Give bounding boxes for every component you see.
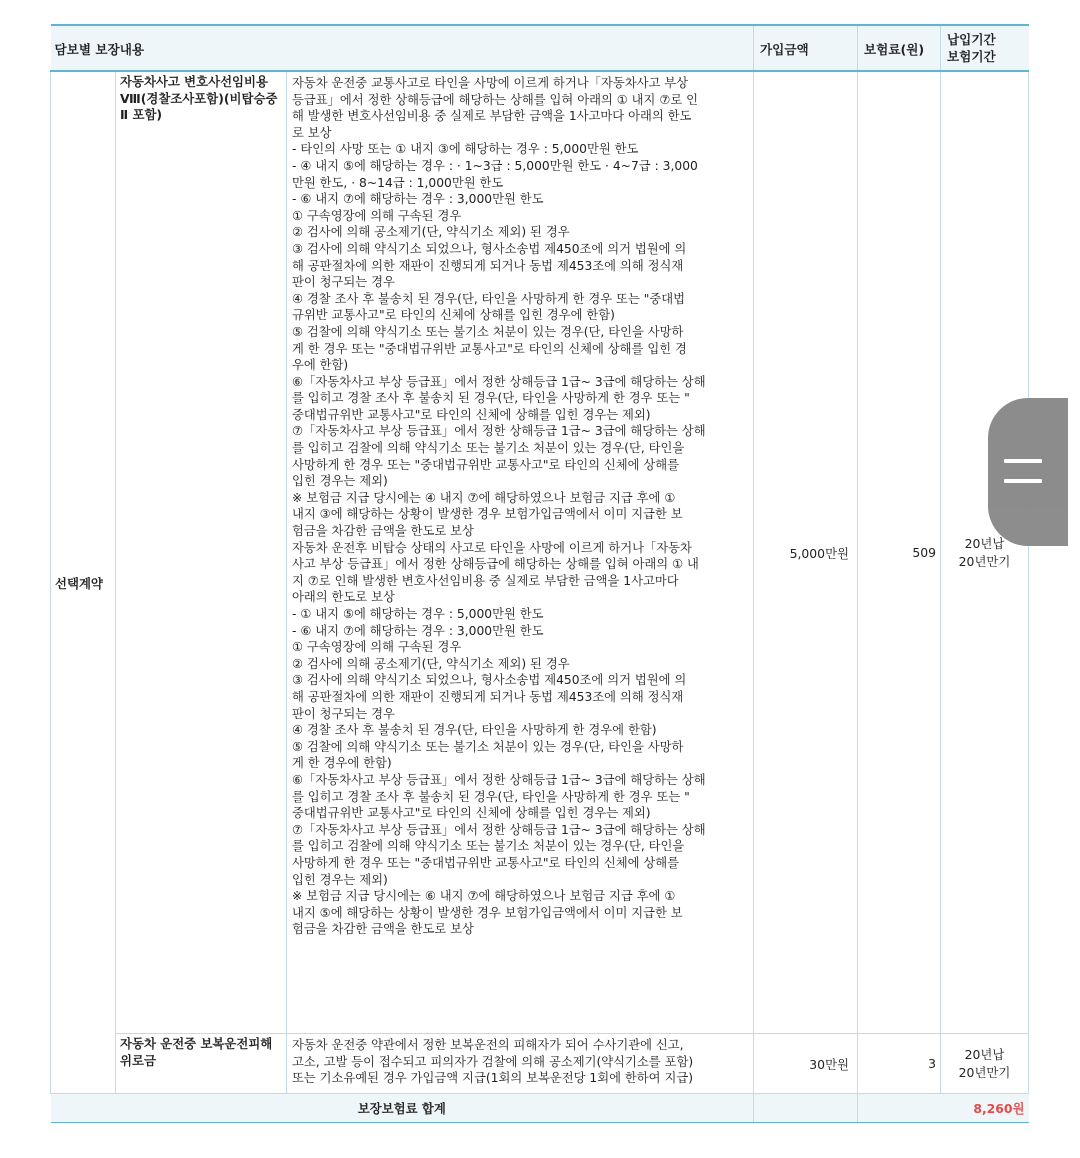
text-line: 자동차 운전중 보복운전 bbox=[120, 1036, 249, 1051]
coverage-premium: 3 bbox=[858, 1034, 941, 1094]
header-period-line1: 납입기간 bbox=[947, 32, 996, 47]
insurance-period: 20년만기 bbox=[958, 553, 1011, 569]
coverage-name bbox=[116, 1034, 287, 1094]
total-row bbox=[51, 1094, 1029, 1123]
coverage-description bbox=[287, 1034, 754, 1094]
table-row bbox=[51, 71, 1029, 1034]
text-line: 해 공판절차에 의한 재판이 진행되게 되거나 동법 제453조에 의해 정식재 bbox=[292, 258, 684, 273]
coverage-period bbox=[941, 71, 1029, 1034]
floating-menu-button[interactable] bbox=[988, 398, 1068, 546]
text-line: 판이 청구되는 경우 bbox=[292, 706, 395, 721]
table-row bbox=[51, 1034, 1029, 1094]
text-line: 등급표」에서 정한 상해등급에 해당하는 상해를 입혀 아래의 ① 내지 ⑦로 인 bbox=[292, 92, 699, 107]
pay-period: 20년납 bbox=[964, 1046, 1005, 1062]
coverage-premium: 509 bbox=[858, 71, 941, 1034]
text-line: 로 보상 bbox=[292, 125, 332, 140]
text-line: 게 한 경우에 한함) bbox=[292, 756, 392, 771]
header-amount: 가입금액 bbox=[754, 25, 858, 71]
menu-bar bbox=[1004, 459, 1042, 463]
text-line: 판이 청구되는 경우 bbox=[292, 275, 395, 290]
text-line: ③ 검사에 의해 약식기소 되었으나, 형사소송법 제450조에 의거 법원에 의 bbox=[292, 241, 687, 256]
text-line: 험금을 차감한 금액을 한도로 보상 bbox=[292, 524, 474, 539]
text-line: 또는 기소유예된 경우 가입금액 지급(1회의 보복운전당 1회에 한하여 지급) bbox=[292, 1071, 693, 1086]
text-line: 험금을 차감한 금액을 한도로 보상 bbox=[292, 922, 474, 937]
text-line: - ⑥ 내지 ⑦에 해당하는 경우 : 3,000만원 한도 bbox=[292, 192, 544, 207]
text-line: ① 구속영장에 의해 구속된 경우 bbox=[292, 640, 462, 655]
text-line: 고소, 고발 등이 접수되고 피의자가 검찰에 의해 공소제기(약식기소를 포함) bbox=[292, 1054, 694, 1069]
text-line: 해 공판절차에 의한 재판이 진행되게 되거나 동법 제453조에 의해 정식재 bbox=[292, 689, 684, 704]
header-period bbox=[941, 25, 1029, 71]
coverage-description bbox=[287, 71, 754, 1034]
table-header-row bbox=[51, 25, 1029, 71]
text-line: 를 입히고 경찰 조사 후 불송치 된 경우(단, 타인을 사망하게 한 경우 또는 " bbox=[292, 789, 690, 804]
text-line: 자동차 운전중 약관에서 정한 보복운전의 피해자가 되어 수사기관에 신고, bbox=[292, 1038, 684, 1052]
pay-period: 20년납 bbox=[964, 535, 1005, 551]
text-line: 자동차 운전후 비탑승 상태의 사고로 타인을 사망에 이르게 하거나「자동차 bbox=[292, 540, 692, 555]
text-line: ④ 경찰 조사 후 불송치 된 경우(단, 타인을 사망하게 한 경우에 한함) bbox=[292, 723, 657, 738]
menu-bar bbox=[1004, 479, 1042, 483]
text-line: ① 구속영장에 의해 구속된 경우 bbox=[292, 208, 462, 223]
text-line: - ④ 내지 ⑤에 해당하는 경우 : · 1~3급 : 5,000만원 한도 · 4~7급 : 3,000 bbox=[292, 158, 698, 173]
group-label: 선택계약 bbox=[51, 71, 116, 1094]
text-line: ⑦「자동차사고 부상 등급표」에서 정한 상해등급 1급~ 3급에 해당하는 상해 bbox=[292, 822, 706, 837]
insurance-period: 20년만기 bbox=[958, 1064, 1011, 1080]
total-label: 보장보험료 합계 bbox=[51, 1094, 754, 1123]
text-line: 내지 ⑤에 해당하는 상황이 발생한 경우 보험가입금액에서 이미 지급한 보 bbox=[292, 905, 683, 920]
text-line: ⑥「자동차사고 부상 등급표」에서 정한 상해등급 1급~ 3급에 해당하는 상해 bbox=[292, 772, 706, 787]
text-line: 지 ⑦로 인해 발생한 변호사선임비용 중 실제로 부담한 금액을 1사고마다 bbox=[292, 573, 679, 588]
text-line: 규위반 교통사고"로 타인의 신체에 상해를 입힌 경우에 한함) bbox=[292, 308, 615, 323]
text-line: 사망하게 한 경우 또는 "중대법규위반 교통사고"로 타인의 신체에 상해를 bbox=[292, 457, 680, 472]
text-line: ⑦「자동차사고 부상 등급표」에서 정한 상해등급 1급~ 3급에 해당하는 상해 bbox=[292, 424, 706, 439]
text-line: - 타인의 사망 또는 ① 내지 ③에 해당하는 경우 : 5,000만원 한도 bbox=[292, 142, 639, 157]
text-line: ⑤ 검찰에 의해 약식기소 또는 불기소 처분이 있는 경우(단, 타인을 사망하 bbox=[292, 739, 684, 754]
text-line: 자동차사고 변호사선임비 bbox=[120, 74, 256, 89]
text-line: - ① 내지 ⑤에 해당하는 경우 : 5,000만원 한도 bbox=[292, 607, 544, 621]
text-line: ※ 보험금 지급 당시에는 ⑥ 내지 ⑦에 해당하였으나 보험금 지급 후에 ① bbox=[292, 889, 676, 904]
header-premium: 보험료(원) bbox=[858, 25, 941, 71]
text-line: 피해 위로금 bbox=[120, 1036, 273, 1068]
text-line: ④ 경찰 조사 후 불송치 된 경우(단, 타인을 사망하게 한 경우 또는 "중대법 bbox=[292, 291, 686, 306]
text-line: 사망하게 한 경우 또는 "중대법규위반 교통사고"로 타인의 신체에 상해를 bbox=[292, 855, 680, 870]
coverage-amount: 30만원 bbox=[754, 1034, 858, 1094]
text-line: 자동차 운전중 교통사고로 타인을 사망에 이르게 하거나「자동차사고 부상 bbox=[292, 76, 689, 90]
coverage-amount: 5,000만원 bbox=[754, 71, 858, 1034]
text-line: 해 발생한 변호사선임비용 중 실제로 부담한 금액을 1사고마다 아래의 한도 bbox=[292, 109, 692, 124]
text-line: 중대법규위반 교통사고"로 타인의 신체에 상해를 입힌 경우는 제외) bbox=[292, 806, 651, 821]
text-line: ② 검사에 의해 공소제기(단, 약식기소 제외) 된 경우 bbox=[292, 225, 570, 240]
text-line: 용Ⅷ(경찰조사포함)(비탑 bbox=[120, 74, 268, 106]
text-line: 를 입히고 경찰 조사 후 불송치 된 경우(단, 타인을 사망하게 한 경우 또는 " bbox=[292, 391, 690, 406]
coverage-name bbox=[116, 71, 287, 1034]
text-line: - ⑥ 내지 ⑦에 해당하는 경우 : 3,000만원 한도 bbox=[292, 623, 544, 638]
text-line: 사고 부상 등급표」에서 정한 상해등급에 해당하는 상해를 입혀 아래의 ① 내 bbox=[292, 557, 699, 572]
text-line: ※ 보험금 지급 당시에는 ④ 내지 ⑦에 해당하였으나 보험금 지급 후에 ① bbox=[292, 490, 676, 505]
text-line: 내지 ③에 해당하는 상황이 발생한 경우 보험가입금액에서 이미 지급한 보 bbox=[292, 507, 683, 522]
text-line: 우에 한함) bbox=[292, 358, 349, 373]
text-line: ③ 검사에 의해 약식기소 되었으나, 형사소송법 제450조에 의거 법원에 의 bbox=[292, 673, 687, 688]
text-line: 중대법규위반 교통사고"로 타인의 신체에 상해를 입힌 경우는 제외) bbox=[292, 407, 651, 422]
header-period-line2: 보험기간 bbox=[947, 49, 996, 64]
text-line: 입힌 경우는 제외) bbox=[292, 872, 388, 887]
coverage-period bbox=[941, 1034, 1029, 1094]
total-value: 8,260원 bbox=[858, 1094, 1029, 1123]
text-line: 만원 한도, · 8~14급 : 1,000만원 한도 bbox=[292, 175, 504, 190]
text-line: 를 입히고 검찰에 의해 약식기소 또는 불기소 처분이 있는 경우(단, 타인을 bbox=[292, 839, 685, 854]
text-line: 입힌 경우는 제외) bbox=[292, 474, 388, 489]
coverage-table bbox=[50, 24, 1029, 1123]
text-line: 게 한 경우 또는 "중대법규위반 교통사고"로 타인의 신체에 상해를 입힌 경 bbox=[292, 341, 687, 356]
total-spacer bbox=[754, 1094, 858, 1123]
text-line: ② 검사에 의해 공소제기(단, 약식기소 제외) 된 경우 bbox=[292, 656, 570, 671]
header-coverage: 담보별 보장내용 bbox=[51, 25, 754, 71]
text-line: ⑤ 검찰에 의해 약식기소 또는 불기소 처분이 있는 경우(단, 타인을 사망하 bbox=[292, 324, 684, 339]
text-line: 아래의 한도로 보상 bbox=[292, 590, 395, 605]
text-line: 를 입히고 검찰에 의해 약식기소 또는 불기소 처분이 있는 경우(단, 타인을 bbox=[292, 441, 685, 456]
text-line: 승중Ⅱ 포함) bbox=[120, 90, 278, 123]
text-line: ⑥「자동차사고 부상 등급표」에서 정한 상해등급 1급~ 3급에 해당하는 상해 bbox=[292, 374, 706, 389]
